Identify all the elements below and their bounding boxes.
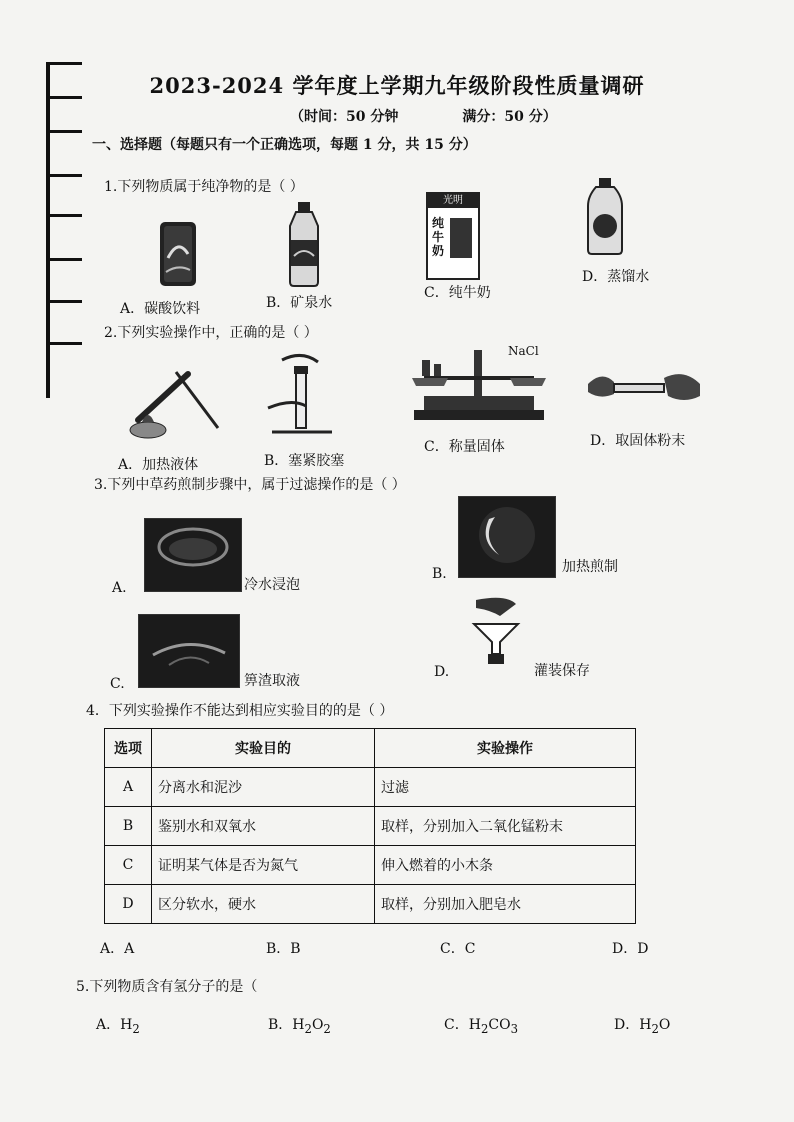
q2-option-b[interactable]: B．塞紧胶塞 xyxy=(264,453,345,469)
formula-subscript: 2 xyxy=(304,1021,312,1036)
q4-option-a[interactable]: A．A xyxy=(100,941,135,957)
q2-option-c[interactable]: C．称量固体 xyxy=(424,439,505,455)
formula-subscript: 3 xyxy=(510,1021,518,1036)
heating-liquid-icon xyxy=(118,358,228,444)
q3-caption-a: 冷水浸泡 xyxy=(244,577,300,593)
decocting-photo xyxy=(458,496,556,578)
question-1-stem: 1.下列物质属于纯净物的是 xyxy=(104,179,272,195)
formula-subscript: 2 xyxy=(132,1021,140,1036)
formula-part: H xyxy=(292,1017,305,1033)
option-letter: B． xyxy=(268,1017,293,1033)
exam-info xyxy=(290,106,557,126)
answer-bracket: （ ） xyxy=(373,477,406,493)
binding-tick xyxy=(46,342,82,345)
q3-option-a-letter[interactable]: A. xyxy=(112,580,127,596)
row-purpose: 分离水和泥沙 xyxy=(152,768,375,807)
exam-score: 满分：50 分） xyxy=(462,109,557,125)
section-heading: 一、选择题（每题只有一个正确选项，每题 1 分，共 15 分） xyxy=(92,137,477,153)
q3-option-d-letter[interactable]: D. xyxy=(434,664,450,680)
binding-margin-line xyxy=(46,62,50,398)
q2-option-d[interactable]: D．取固体粉末 xyxy=(590,433,686,449)
binding-tick xyxy=(46,258,82,261)
nacl-label: NaCl xyxy=(508,344,539,358)
option-letter: D． xyxy=(614,1017,640,1033)
row-option: D xyxy=(105,885,152,924)
milk-carton-icon xyxy=(426,192,480,280)
row-operation: 伸入燃着的小木条 xyxy=(375,846,636,885)
question-3-stem: 3.下列中草药煎制步骤中，属于过滤操作的是 xyxy=(94,477,374,493)
answer-bracket: （ ） xyxy=(360,703,394,719)
funnel-bottling-icon xyxy=(466,594,526,666)
header-option: 选项 xyxy=(105,729,152,768)
formula-part: H xyxy=(120,1017,133,1033)
question-2 xyxy=(104,322,321,342)
q1-option-d[interactable]: D．蒸馏水 xyxy=(582,269,650,285)
option-letter: C． xyxy=(444,1017,469,1033)
formula-part: CO xyxy=(488,1017,511,1033)
exam-time: （时间：50 分钟 xyxy=(290,109,399,125)
question-4-stem: 4．下列实验操作不能达到相应实验目的的是 xyxy=(86,703,361,719)
header-purpose: 实验目的 xyxy=(152,729,375,768)
q1-option-a[interactable]: A．碳酸饮料 xyxy=(120,301,201,317)
row-operation: 取样，分别加入二氧化锰粉末 xyxy=(375,807,636,846)
q3-caption-b: 加热煎制 xyxy=(562,559,618,575)
formula-part: O xyxy=(311,1017,324,1033)
mineral-water-bottle-icon xyxy=(282,200,326,288)
formula-part: H xyxy=(468,1017,481,1033)
binding-tick xyxy=(46,174,82,177)
q4-option-d[interactable]: D．D xyxy=(612,941,649,957)
q3-option-b-letter[interactable]: B. xyxy=(432,566,447,582)
row-operation: 取样，分别加入肥皂水 xyxy=(375,885,636,924)
table-row xyxy=(105,885,636,924)
q3-option-c-letter[interactable]: C. xyxy=(110,676,125,692)
powder-scoop-icon xyxy=(584,364,704,410)
stoppering-tube-icon xyxy=(262,350,338,440)
row-purpose: 区分软水，硬水 xyxy=(152,885,375,924)
row-option: C xyxy=(105,846,152,885)
question-4 xyxy=(86,700,397,720)
answer-bracket: （ ） xyxy=(271,179,304,195)
formula-subscript: 2 xyxy=(323,1021,331,1036)
answer-bracket: （ ） xyxy=(285,325,318,341)
question-5-stem: 5.下列物质含有氢分子的是（ xyxy=(76,979,258,995)
soaking-photo xyxy=(144,518,242,592)
formula-subscript: 2 xyxy=(651,1021,659,1036)
formula-part: O xyxy=(658,1017,671,1033)
option-letter: A． xyxy=(96,1017,121,1033)
straining-photo xyxy=(138,614,240,688)
table-header-row xyxy=(105,729,636,768)
row-operation: 过滤 xyxy=(375,768,636,807)
table-row xyxy=(105,768,636,807)
milk-brand: 光明 xyxy=(428,194,478,208)
q5-option-a[interactable] xyxy=(96,1014,140,1036)
formula-subscript: 2 xyxy=(480,1021,489,1036)
distilled-water-bottle-icon xyxy=(582,176,628,256)
table-row xyxy=(105,807,636,846)
row-purpose: 鉴别水和双氧水 xyxy=(152,807,375,846)
q2-option-a[interactable]: A．加热液体 xyxy=(118,457,199,473)
page-title: 2023-2024 学年度上学期九年级阶段性质量调研 xyxy=(149,73,645,98)
experiment-table xyxy=(104,728,636,924)
q5-option-c[interactable] xyxy=(444,1014,518,1036)
q4-option-b[interactable]: B．B xyxy=(266,941,301,957)
q1-option-c[interactable]: C．纯牛奶 xyxy=(424,285,491,301)
q3-caption-c: 箅渣取液 xyxy=(244,673,300,689)
question-1 xyxy=(104,176,307,196)
q5-option-d[interactable] xyxy=(614,1014,670,1036)
header-operation: 实验操作 xyxy=(375,729,636,768)
question-2-stem: 2.下列实验操作中，正确的是 xyxy=(104,325,286,341)
binding-tick xyxy=(46,62,82,65)
table-row xyxy=(105,846,636,885)
formula-part: H xyxy=(639,1017,652,1033)
milk-carton-label: 纯牛奶 xyxy=(432,216,445,258)
question-3 xyxy=(94,474,409,494)
binding-tick xyxy=(46,300,82,303)
row-option: A xyxy=(105,768,152,807)
binding-tick xyxy=(46,130,82,133)
row-purpose: 证明某气体是否为氮气 xyxy=(152,846,375,885)
soda-can-icon xyxy=(154,218,202,290)
q5-option-b[interactable] xyxy=(268,1014,331,1036)
q3-caption-d: 灌装保存 xyxy=(534,663,590,679)
row-option: B xyxy=(105,807,152,846)
q4-option-c[interactable]: C．C xyxy=(440,941,476,957)
binding-tick xyxy=(46,214,82,217)
q1-option-b[interactable]: B．矿泉水 xyxy=(266,295,333,311)
